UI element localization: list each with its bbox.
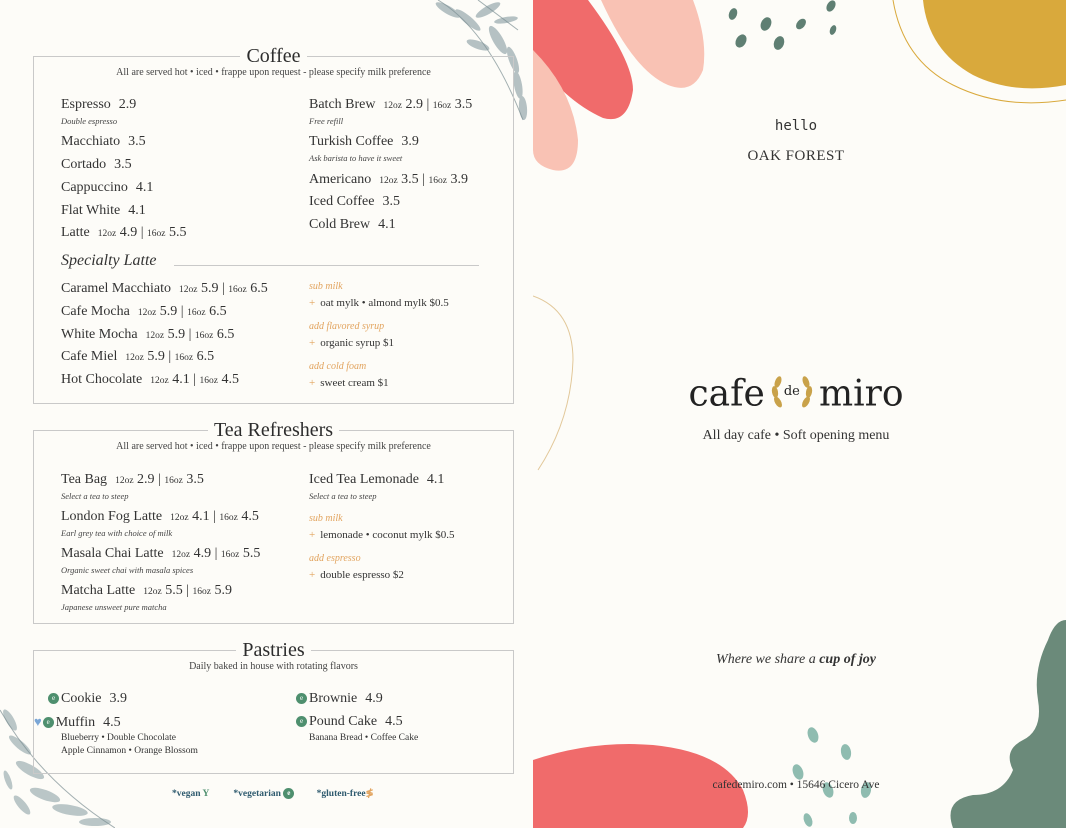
addon-text: organic syrup $1 [320,337,394,349]
legend-label: vegan [176,789,201,799]
item-name: Pound Cake [309,714,378,729]
size-label: 12oz [179,285,198,295]
logo-text-right: miro [818,373,904,415]
item-flavors: Apple Cinnamon • Orange Blossom [61,746,198,756]
slogan-emphasis: cup of joy [819,652,876,667]
menu-item-macchiato [61,134,146,150]
item-desc: Japanese unsweet pure matcha [61,602,167,612]
legend-vegan: *vegan Y [172,789,210,799]
plus-icon: + [309,377,316,389]
item-name: Cappuccino [61,180,128,195]
item-price: 6.5 [209,304,227,319]
menu-item-cortado [61,157,132,173]
addon-text: lemonade • coconut mylk $0.5 [320,529,455,541]
plus-icon: + [309,297,316,309]
item-price: 4.9 [365,691,383,706]
item-price: 3.9 [401,134,419,149]
item-price: 5.9 [147,349,165,364]
size-label: 16oz [432,101,452,111]
addon-label: sub milk [309,281,343,292]
item-desc: Select a tea to steep [309,491,377,501]
cover-tagline: All day cafe • Soft opening menu [702,428,890,443]
item-price: 3.5 [401,172,419,187]
menu-item-batch-brew: Batch Brew 12oz 2.9 | 16oz 3.5 [309,97,473,112]
size-label: 16oz [194,331,214,341]
item-price: 2.9 [118,97,137,112]
size-label: 16oz [220,550,240,560]
laurel-icon [770,372,814,416]
tea-title: Tea Refreshers [208,419,339,441]
menu-item-white-mocha: White Mocha 12oz 5.9 | 16oz 6.5 [61,327,235,342]
size-label: 12oz [171,550,191,560]
item-name: Brownie [309,691,358,706]
item-price: 5.5 [165,583,183,598]
item-price: 3.9 [109,691,127,706]
item-price: 5.5 [242,546,261,561]
item-name: Cafe Miel [61,349,118,364]
menu-item-turkish-coffee [309,134,419,150]
size-label: 16oz [164,476,183,486]
vegetarian-badge-icon: e [43,717,54,728]
item-price: 2.9 [137,472,155,487]
logo-text-de: de [783,384,800,399]
vegan-icon: Y [202,789,210,799]
menu-item-cafe-miel: Cafe Miel 12oz 5.9 | 16oz 6.5 [61,349,215,364]
item-price: 6.5 [196,349,215,364]
item-name: Matcha Latte [61,583,136,598]
item-price: 5.9 [214,583,232,598]
menu-item-americano: Americano 12oz 3.5 | 16oz 3.9 [309,172,468,187]
vegetarian-icon: e [283,788,294,799]
item-price: 3.5 [128,134,146,149]
plus-icon: + [309,337,316,349]
size-label: 12oz [115,476,134,486]
item-name: Masala Chai Latte [61,546,164,561]
location-text: OAK FOREST [747,148,845,164]
item-name: Cookie [61,691,102,706]
size-label: 16oz [192,587,211,597]
legend-gluten-free: *gluten-free≸ [316,789,374,799]
size-label: 12oz [379,176,398,186]
pastries-subtitle: Daily baked in house with rotating flavors [189,661,358,672]
item-name: Batch Brew [309,97,376,112]
coffee-section [33,45,514,404]
item-price: 3.5 [382,194,400,209]
item-desc: Organic sweet chai with masala spices [61,565,194,575]
menu-item-masala-chai-latte: Masala Chai Latte 12oz 4.9 | 16oz 5.5 [61,546,261,561]
vegetarian-badge-icon: e [48,693,59,704]
size-label: 16oz [428,176,447,186]
hello-text: hello [774,118,818,134]
addon-line [309,377,389,389]
size-label: 16oz [147,229,166,239]
specialty-latte-heading: Specialty Latte [61,252,157,269]
item-name: London Fog Latte [61,509,163,524]
item-desc: Earl grey tea with choice of milk [61,528,173,538]
wheat-icon: ≸ [365,789,374,799]
coffee-subtitle: All are served hot • iced • frappe upon request - please specify milk preference [116,67,431,78]
item-name: White Mocha [61,327,138,342]
item-name: Cold Brew [309,217,371,232]
addon-line [309,569,404,581]
addon-text: double espresso $2 [320,569,404,581]
menu-item-pound-cake [296,714,403,730]
item-flavors: Blueberry • Double Chocolate [61,733,176,743]
item-price: 4.1 [135,180,154,195]
menu-item-iced-coffee [309,194,400,210]
item-price: 6.5 [216,327,235,342]
menu-item-hot-chocolate: Hot Chocolate 12oz 4.1 | 16oz 4.5 [61,372,240,387]
menu-item-espresso [61,97,136,113]
size-label: 12oz [143,587,162,597]
plus-icon: + [309,569,316,581]
cover-footer-contact: cafedemiro.com • 15646 Cicero Ave [712,779,880,791]
size-label: 16oz [228,285,247,295]
legend-label: gluten-free [321,789,366,799]
item-name: Muffin [55,715,96,730]
size-label: 16oz [187,308,206,318]
item-price: 4.5 [103,715,121,730]
item-price: 5.9 [167,327,186,342]
item-name: Americano [309,172,372,187]
logo-text-left: cafe [688,373,765,415]
size-label: 16oz [174,353,194,363]
vegetarian-badge-icon: e [296,693,307,704]
item-name: Hot Chocolate [61,372,143,387]
menu-item-muffin [34,714,121,731]
tea-section [33,419,514,624]
item-name: Cafe Mocha [61,304,130,319]
item-price: 5.9 [159,304,178,319]
menu-item-cappuccino [61,180,153,196]
tea-subtitle: All are served hot • iced • frappe upon request - please specify milk preference [116,441,431,452]
item-price: 5.9 [200,281,219,296]
item-price: 4.1 [192,509,210,524]
item-name: Latte [61,225,90,240]
item-price: 3.5 [114,157,132,172]
menu-item-brownie [296,691,383,707]
size-label: 16oz [219,513,238,523]
menu-item-cookie [48,691,127,707]
menu-item-matcha-latte: Matcha Latte 12oz 5.5 | 16oz 5.9 [61,583,232,598]
item-price: 2.9 [405,97,423,112]
addon-label: add flavored syrup [309,321,385,332]
menu-item-tea-bag: Tea Bag 12oz 2.9 | 16oz 3.5 [61,472,204,487]
item-price: 4.5 [221,372,240,387]
coffee-title: Coffee [240,45,306,67]
legend-label: vegetarian [238,789,281,799]
addon-line [309,529,455,541]
addon-text: oat mylk • almond mylk $0.5 [320,297,449,309]
size-label: 12oz [125,353,144,363]
menu-item-caramel-macchiato: Caramel Macchiato 12oz 5.9 | 16oz 6.5 [61,281,268,296]
item-price: 4.9 [119,225,138,240]
item-price: 4.5 [241,509,259,524]
size-label: 12oz [137,308,157,318]
item-price: 4.9 [193,546,212,561]
menu-item-flat-white [61,203,146,219]
pastries-section [33,639,514,774]
addon-line [309,337,394,349]
item-price: 6.5 [250,281,268,296]
plus-icon: + [309,529,316,541]
item-price: 5.5 [169,225,187,240]
item-price: 4.1 [172,372,190,387]
size-label: 12oz [97,229,117,239]
item-price: 4.1 [378,217,396,232]
size-label: 12oz [145,331,165,341]
size-label: 12oz [170,513,189,523]
cafe-de-miro-logo [676,372,916,428]
item-name: Flat White [61,203,121,218]
pastries-title: Pastries [236,639,310,661]
cover-slogan [676,652,916,668]
item-name: Macchiato [61,134,121,149]
item-name: Cortado [61,157,107,172]
addon-text: sweet cream $1 [320,377,389,389]
addon-label: add espresso [309,553,361,564]
item-name: Turkish Coffee [309,134,394,149]
menu-item-london-fog-latte: London Fog Latte 12oz 4.1 | 16oz 4.5 [61,509,259,524]
addon-label: sub milk [309,513,343,524]
size-label: 16oz [199,376,219,386]
item-desc: Free refill [309,116,344,126]
menu-item-cafe-mocha: Cafe Mocha 12oz 5.9 | 16oz 6.5 [61,304,227,319]
item-name: Tea Bag [61,472,108,487]
addon-label: add cold foam [309,361,367,372]
menu-item-cold-brew [309,217,396,233]
legend-vegetarian: *vegetarian e [233,789,296,799]
dietary-legend [172,788,374,799]
size-label: 12oz [150,376,169,386]
item-name: Caramel Macchiato [61,281,172,296]
slogan-text: Where we share a [716,652,820,667]
addon-line [309,297,449,309]
item-flavors: Banana Bread • Coffee Cake [309,733,419,743]
item-price: 4.1 [128,203,146,218]
item-price: 4.5 [385,714,403,729]
item-desc: Ask barista to have it sweet [309,153,403,163]
item-name: Iced Coffee [309,194,375,209]
menu-item-iced-tea-lemonade [309,472,444,488]
vegetarian-badge-icon: e [296,716,307,727]
item-price: 3.9 [450,172,468,187]
heart-icon: ♥ [34,714,42,729]
specialty-divider [174,265,479,266]
item-price: 3.5 [454,97,473,112]
item-price: 4.1 [426,472,445,487]
item-name: Espresso [61,97,111,112]
size-label: 12oz [383,101,402,111]
item-name: Iced Tea Lemonade [309,472,419,487]
item-desc: Double espresso [61,116,118,126]
item-desc: Select a tea to steep [61,491,129,501]
item-price: 3.5 [186,472,204,487]
menu-item-latte: Latte 12oz 4.9 | 16oz 5.5 [61,225,187,240]
